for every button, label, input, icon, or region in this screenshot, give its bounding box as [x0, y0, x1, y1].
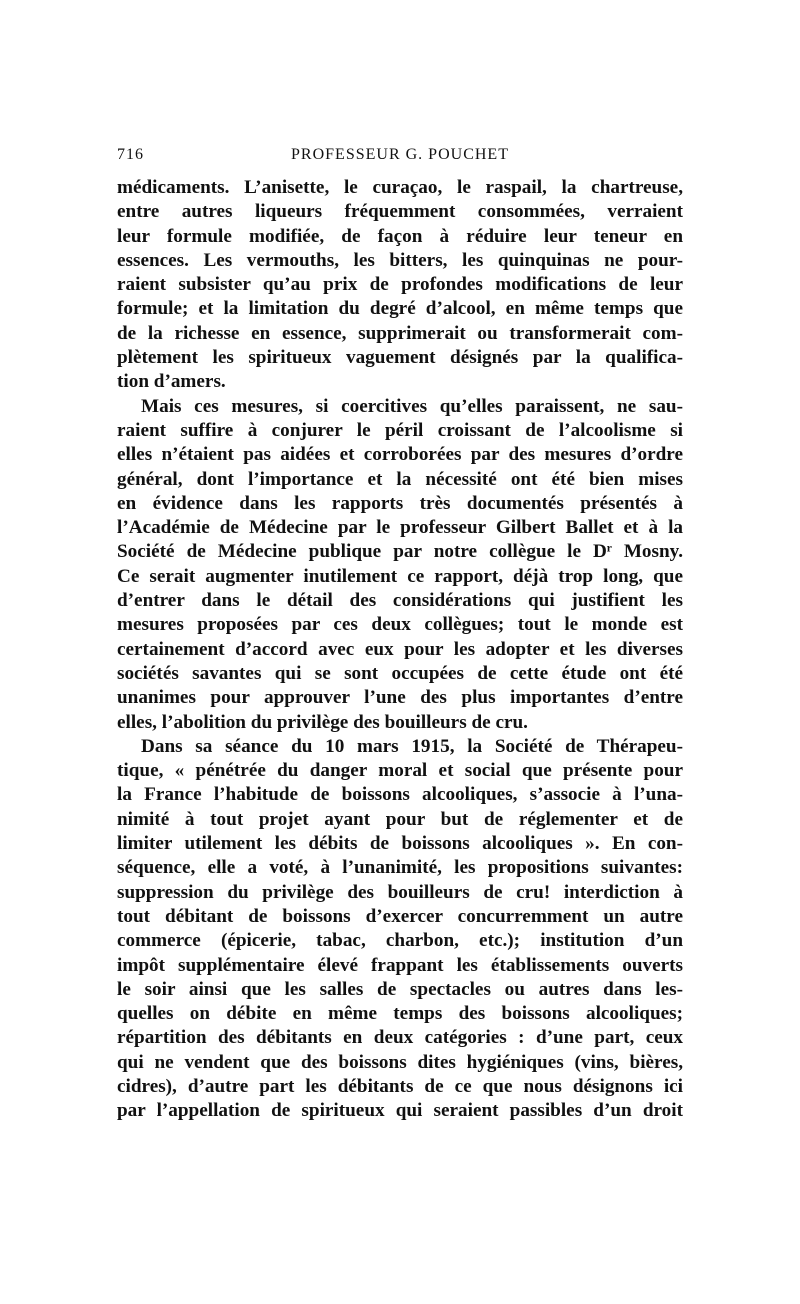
text-line: nimité à tout projet ayant pour but de réglementer et de: [117, 808, 683, 830]
text-line: la France l’habitude de boissons alcooliques, s’associe à l’una-: [117, 784, 683, 806]
running-head: [117, 140, 683, 176]
text-line: séquence, elle a voté, à l’unanimité, les propositions suivantes:: [117, 857, 683, 879]
text-line: par l’appellation de spiritueux qui seraient passibles d’un droit: [117, 1100, 683, 1122]
running-head-title: PROFESSEUR G. POUCHET: [291, 146, 509, 163]
page-number: 716: [117, 146, 144, 163]
text-line: tion d’amers.: [117, 371, 226, 393]
text-line: l’Académie de Médecine par le professeur Gilbert Ballet et à la: [117, 517, 683, 539]
paragraph-3: [117, 735, 683, 1124]
text-line: elles n’étaient pas aidées et corroborées par des mesures d’ordre: [117, 444, 683, 466]
text-line: mesures proposées par ces deux collègues; tout le monde est: [117, 614, 683, 636]
text-line: impôt supplémentaire élevé frappant les établissements ouverts: [117, 954, 683, 976]
text-line: limiter utilement les débits de boissons alcooliques ». En con-: [117, 833, 683, 855]
text-line: en évidence dans les rapports très documentés présentés à: [117, 492, 683, 514]
text-line: entre autres liqueurs fréquemment consommées, verraient: [117, 201, 683, 223]
text-line: sociétés savantes qui se sont occupées de cette étude ont été: [117, 662, 683, 684]
text-line: certainement d’accord avec eux pour les adopter et les diverses: [117, 638, 683, 660]
text-line: tout débitant de boissons d’exercer concurremment un autre: [117, 905, 683, 927]
body-text: [117, 176, 683, 1124]
text-line: le soir ainsi que les salles de spectacles ou autres dans les-: [117, 978, 683, 1000]
text-line: plètement les spiritueux vaguement désignés par la qualifica-: [117, 347, 683, 369]
text-line: d’entrer dans le détail des considérations qui justifient les: [117, 590, 683, 612]
text-line: répartition des débitants en deux catégories : d’une part, ceux: [117, 1027, 683, 1049]
paragraph-2: [117, 395, 683, 735]
text-line: de la richesse en essence, supprimerait ou transformerait com-: [117, 322, 683, 344]
book-page: [117, 140, 683, 1124]
text-line: raient subsister qu’au prix de profondes modifications de leur: [117, 274, 683, 296]
text-line: raient suffire à conjurer le péril croissant de l’alcoolisme si: [117, 419, 683, 441]
text-line: général, dont l’importance et la nécessité ont été bien mises: [117, 468, 683, 490]
text-line: Société de Médecine publique par notre collègue le Dʳ Mosny.: [117, 541, 683, 563]
paragraph-1: [117, 176, 683, 395]
text-line: tique, « pénétrée du danger moral et social que présente pour: [117, 760, 683, 782]
text-line: quelles on débite en même temps des boissons alcooliques;: [117, 1003, 683, 1025]
text-line: suppression du privilège des bouilleurs de cru! interdiction à: [117, 881, 683, 903]
text-line: médicaments. L’anisette, le curaçao, le raspail, la chartreuse,: [117, 177, 683, 198]
text-line: formule; et la limitation du degré d’alcool, en même temps que: [117, 298, 683, 320]
text-line: unanimes pour approuver l’une des plus importantes d’entre: [117, 687, 683, 709]
text-line: leur formule modifiée, de façon à réduire leur teneur en: [117, 225, 683, 247]
text-line: commerce (épicerie, tabac, charbon, etc.); institution d’un: [117, 930, 683, 952]
text-line: Ce serait augmenter inutilement ce rapport, déjà trop long, que: [117, 565, 683, 587]
text-line: cidres), d’autre part les débitants de ce que nous désignons ici: [117, 1075, 683, 1097]
text-line: elles, l’abolition du privilège des bouilleurs de cru.: [117, 711, 528, 733]
text-line: qui ne vendent que des boissons dites hygiéniques (vins, bières,: [117, 1051, 683, 1073]
text-line: essences. Les vermouths, les bitters, les quinquinas ne pour-: [117, 249, 683, 271]
text-line: Mais ces mesures, si coercitives qu’elles paraissent, ne sau-: [141, 395, 683, 417]
text-line: Dans sa séance du 10 mars 1915, la Société de Thérapeu-: [141, 735, 683, 757]
